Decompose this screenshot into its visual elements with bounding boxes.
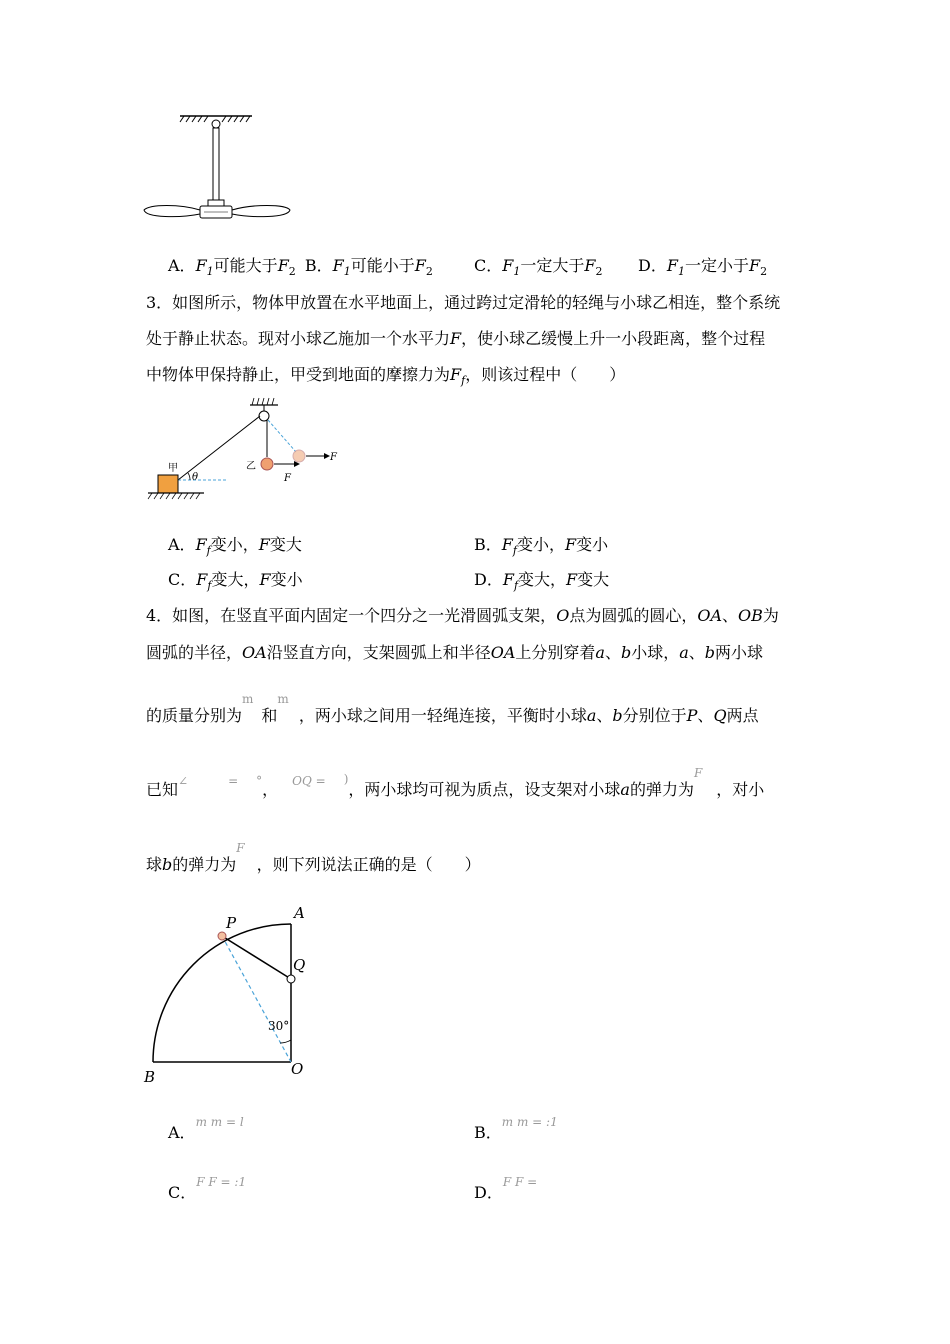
q4-line-3: 的质量分别为$^m$和$^m$，两小球之间用一轻绳连接，平衡时小球a、b分别位于P、Q两点	[146, 692, 759, 725]
label-P: P	[226, 914, 237, 932]
q3-line-3: 中物体甲保持静止，甲受到地面的摩擦力为$F_f$，则该过程中（ ）	[146, 365, 626, 388]
label-A: A	[294, 904, 305, 922]
q4-line-5: 球b的弹力为$^F$，则下列说法正确的是（ ）	[146, 841, 481, 874]
q2-option-d: D．$F_1$一定小于$F_2$	[638, 256, 768, 279]
label-jia: 甲	[168, 463, 178, 474]
q3-line-1: 3．如图所示，物体甲放置在水平地面上，通过跨过定滑轮的轻绳与小球乙相连，整个系统	[146, 293, 781, 312]
q4-option-b: B．$^{m m = :1}$	[474, 1115, 558, 1142]
q3-option-d: D．$F_f$变大，F变大	[474, 570, 610, 593]
q4-line-2: 圆弧的半径，OA沿竖直方向，支架圆弧上和半径OA上分别穿着a、b小球，a、b两小球	[146, 643, 764, 662]
label-theta: θ	[192, 472, 199, 483]
q4-option-c: C．$^{F F = :1}$	[168, 1175, 247, 1202]
label-F-lower: F	[284, 473, 291, 484]
label-yi: 乙	[246, 461, 256, 472]
label-angle: 30°	[268, 1019, 290, 1033]
label-B: B	[144, 1068, 156, 1086]
q4-line-4: 已知∠ = °， $^{OQ =}$ )，两小球均可视为质点，设支架对小球a的弹力为$^F$，对小	[146, 766, 765, 799]
q3-line-2: 处于静止状态。现对小球乙施加一个水平力F，使小球乙缓慢上升一小段距离，整个过程	[146, 329, 766, 348]
q3-option-a: A．$F_f$变小，F变大	[168, 535, 302, 558]
q3-option-c: C．$F_f$变大，F变小	[168, 570, 303, 593]
q3-option-b: B．$F_f$变小，F变小	[474, 535, 609, 558]
q2-options: A．$F_1$可能大于$F_2$ B．$F_1$可能小于$F_2$	[168, 256, 433, 279]
label-F-upper: F	[330, 452, 337, 463]
q2-option-c: C．$F_1$一定大于$F_2$	[474, 256, 603, 279]
label-Q: Q	[293, 956, 306, 974]
q4-line-1: 4．如图，在竖直平面内固定一个四分之一光滑圆弧支架，O点为圆弧的圆心，OA、OB为	[146, 606, 779, 625]
label-O: O	[291, 1060, 304, 1078]
q4-option-a: A．$^{m m = l}$	[168, 1115, 244, 1142]
q4-option-d: D．$^{F F =}$	[474, 1175, 538, 1202]
